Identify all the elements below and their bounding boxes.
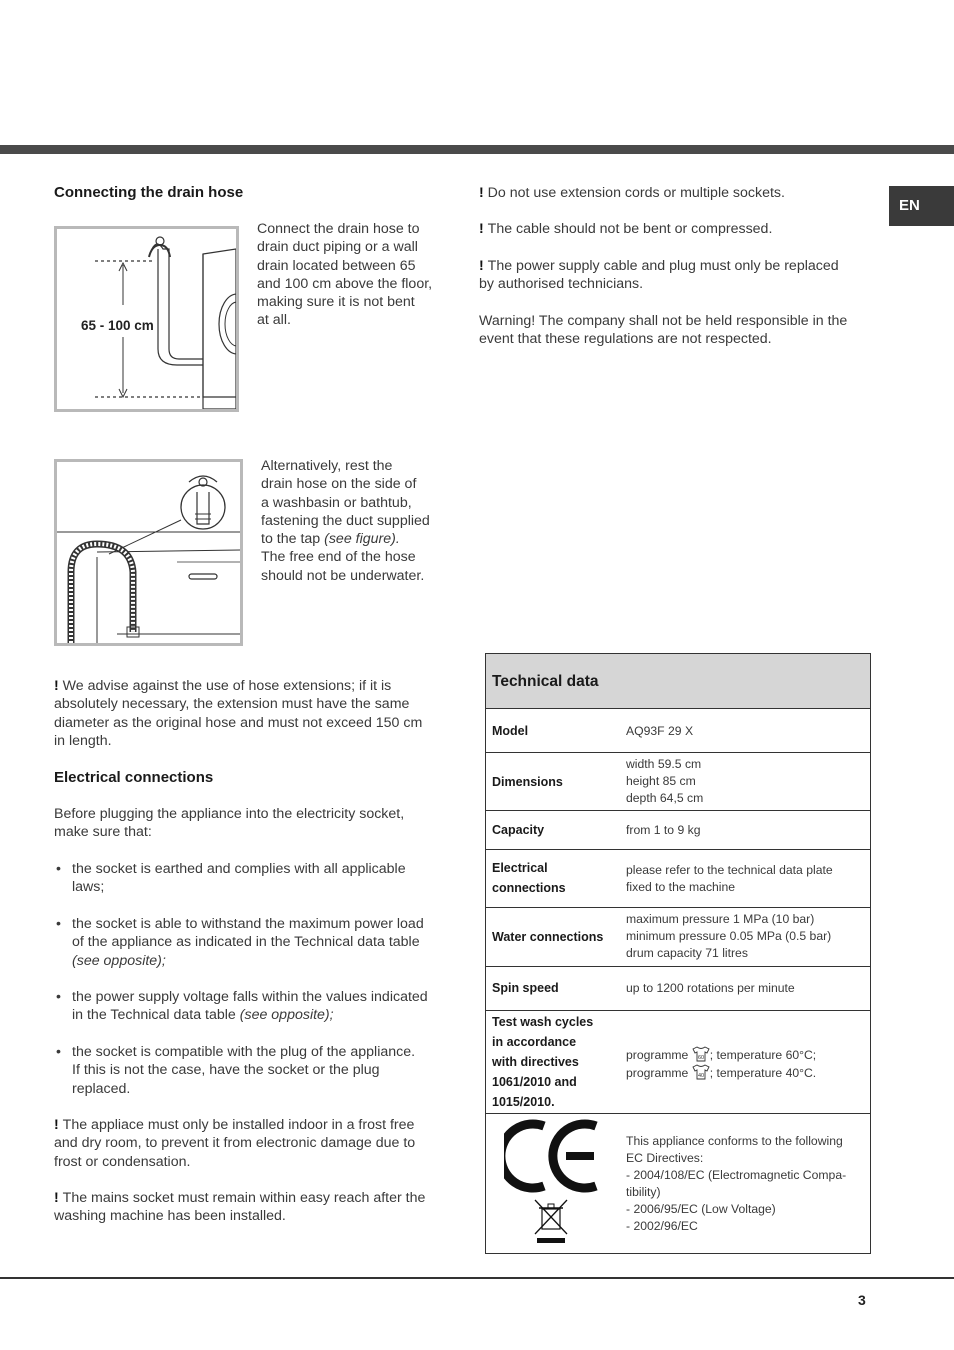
row-value: width 59.5 cm height 85 cm depth 64,5 cm	[626, 757, 704, 805]
svg-text:40: 40	[697, 1073, 704, 1079]
table-row-water	[486, 908, 870, 967]
warning-responsibility: Warning! The company shall not be held responsible in the event that these regulations are not respected.	[479, 313, 848, 348]
drain-paragraph-2: Alternatively, rest the drain hose on the side of a washbasin or bathtub, fastening the duct supplied to the tap (see figure). The free end of the hose should not be underwater.	[261, 458, 430, 584]
top-bar	[0, 145, 954, 154]
row-value: maximum pressure 1 MPa (10 bar) minimum pressure 0.05 MPa (0.5 bar) drum capacity 71 litres	[626, 912, 832, 960]
warning-authorised: ! The power supply cable and plug must only be replaced by authorised technicians.	[479, 258, 839, 293]
row-label: Spin speed	[492, 981, 559, 995]
bullet-earthed: • the socket is earthed and complies with all applicable laws;	[56, 861, 406, 896]
row-label: Test wash cycles in accordance with directives 1061/2010 and 1015/2010.	[492, 1015, 594, 1109]
row-label: Electrical connections	[492, 861, 566, 895]
table-row-dimensions	[486, 753, 870, 811]
bottom-rule	[0, 1277, 954, 1279]
ce-conformity-text: This appliance conforms to the following EC Directives: - 2004/108/EC (Electromagnetic Compa- tibility) - 2006/95/EC (Low Voltage) - 2002/96/EC	[626, 1134, 847, 1233]
page-number: 3	[858, 1292, 866, 1308]
bullet-power-load: • the socket is able to withstand the maximum power load of the appliance as indicated in the Technical data table (see opposite);	[56, 916, 424, 969]
svg-text:60: 60	[697, 1055, 704, 1061]
table-row-model	[486, 709, 870, 753]
electrical-heading: Electrical connections	[54, 769, 214, 786]
ce-mark-icon	[504, 1124, 596, 1188]
table-title: Technical data	[492, 673, 599, 690]
washbasin-figure	[54, 459, 243, 646]
drain-heading: Connecting the drain hose	[54, 184, 244, 201]
warning-cable-bent: ! The cable should not be bent or compressed.	[479, 221, 773, 237]
table-row-test-wash	[486, 1011, 870, 1114]
ce-weee-marks	[504, 1118, 604, 1248]
wash-tub-60-icon	[692, 1046, 710, 1062]
row-value: from 1 to 9 kg	[626, 823, 701, 837]
bullet-plug: • the socket is compatible with the plug of the appliance. If this is not the case, have the socket or the plug replaced.	[56, 1044, 416, 1097]
indoor-warning: ! The appliace must only be installed indoor in a frost free and dry room, to prevent it from electronic damage due to frost or condensation.	[54, 1117, 416, 1170]
extension-warning: ! We advise against the use of hose extensions; if it is absolutely necessary, the extension must have the same diameter as the original hose and must not exceed 150 cm in length.	[54, 678, 423, 749]
washbasin-illustration	[57, 462, 240, 643]
table-row-electrical	[486, 850, 870, 908]
table-row-ce	[486, 1114, 870, 1254]
electrical-intro: Before plugging the appliance into the electricity socket, make sure that:	[54, 806, 405, 841]
language-tab: EN	[889, 186, 954, 226]
wash-tub-40-icon	[692, 1064, 710, 1080]
row-label: Water connections	[492, 930, 604, 944]
row-value: programme 60 ; temperature 60°C; programme 40 ; temperature 40°C.	[626, 1048, 817, 1080]
row-label: Dimensions	[492, 775, 563, 789]
height-range-label: 65 - 100 cm	[81, 318, 154, 333]
row-label: Model	[492, 724, 529, 738]
table-header	[486, 654, 870, 709]
row-label: Capacity	[492, 823, 545, 837]
drain-height-figure	[54, 226, 239, 412]
warning-extension-cords: ! Do not use extension cords or multiple sockets.	[479, 185, 785, 201]
row-value: please refer to the technical data plate fixed to the machine	[626, 863, 833, 894]
socket-reach-warning: ! The mains socket must remain within easy reach after the washing machine has been installed.	[54, 1190, 426, 1225]
table-row-capacity	[486, 811, 870, 850]
table-row-spin	[486, 967, 870, 1011]
weee-bin-icon	[535, 1200, 567, 1243]
bullet-voltage: • the power supply voltage falls within the values indicated in the Technical data table (see opposite);	[56, 989, 428, 1024]
row-value: up to 1200 rotations per minute	[626, 981, 795, 995]
row-value: AQ93F 29 X	[626, 724, 694, 738]
drain-paragraph-1: Connect the drain hose to drain duct piping or a wall drain located between 65 and 100 cm above the floor, making sure it is not bent at all.	[257, 221, 433, 329]
technical-data-table	[485, 653, 871, 1254]
